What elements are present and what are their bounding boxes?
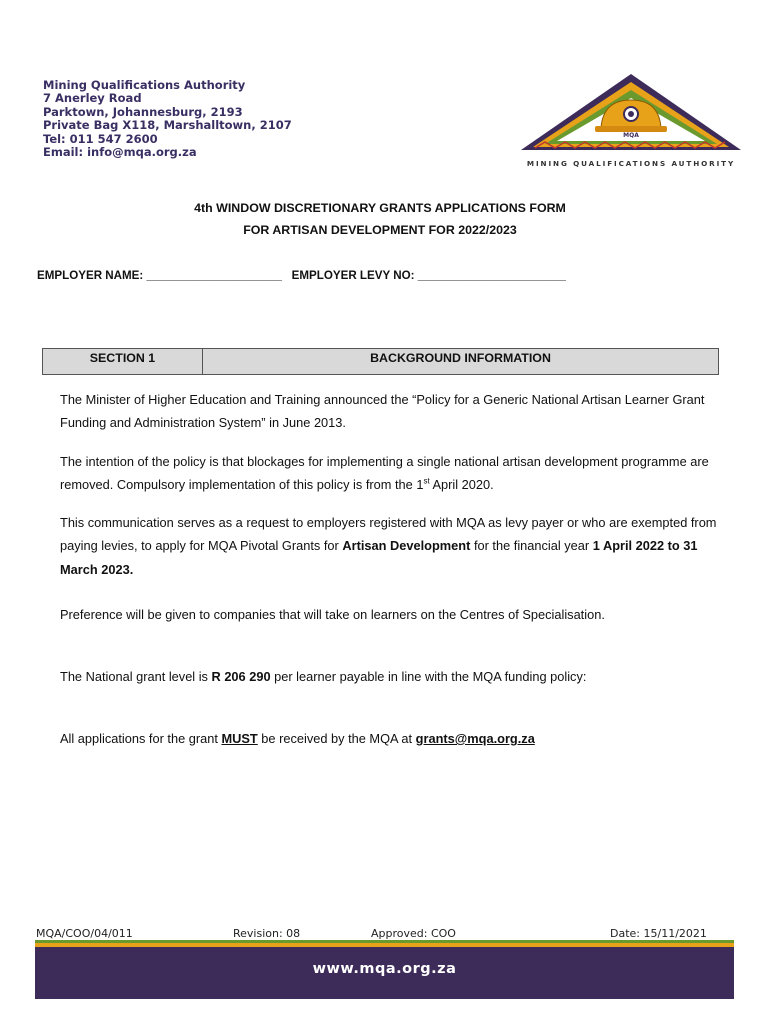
revision-number: Revision: 08 xyxy=(233,927,301,940)
doc-reference: MQA/COO/04/011 xyxy=(36,927,133,940)
grants-email-link[interactable]: grants@mqa.org.za xyxy=(415,731,535,746)
paragraph-text: per learner payable in line with the MQA funding policy: xyxy=(270,669,587,684)
employer-levy-field[interactable]: _______________________ xyxy=(417,269,566,282)
paragraph-grant-level xyxy=(60,665,728,688)
employer-name-label: EMPLOYER NAME: xyxy=(37,269,144,282)
form-title-line1: 4th WINDOW DISCRETIONARY GRANTS APPLICATIONS FORM xyxy=(194,201,566,215)
address-line-city: Parktown, Johannesburg, 2193 xyxy=(43,104,243,119)
paragraph-policy-intention xyxy=(60,450,728,497)
mqa-logo-emblem-icon xyxy=(515,70,747,158)
employer-levy-label: EMPLOYER LEVY NO: xyxy=(291,269,415,282)
grant-amount: R 206 290 xyxy=(211,669,271,684)
paragraph-text: be received by the MQA at xyxy=(257,731,416,746)
address-line-postal: Private Bag X118, Marshalltown, 2107 xyxy=(43,118,292,133)
section-heading: BACKGROUND INFORMATION xyxy=(370,351,551,365)
paragraph-text: April 2020. xyxy=(429,477,494,493)
section-number: SECTION 1 xyxy=(43,349,203,374)
paragraph-preference: Preference will be given to companies that will take on learners on the Centres of Specialisation. xyxy=(60,607,605,622)
website-link[interactable]: www.mqa.org.za xyxy=(312,961,457,977)
ordinal-suffix: st xyxy=(423,477,430,487)
address-line-tel: Tel: 011 547 2600 xyxy=(43,131,158,146)
address-line-email: Email: info@mqa.org.za xyxy=(43,145,197,160)
paragraph-request xyxy=(60,511,728,581)
emphasis-financial-year: 1 April 2022 to 31 March 2023. xyxy=(60,538,698,577)
logo-badge-text: MQA xyxy=(623,132,639,139)
paragraph-text: This communication serves as a request to employers registered with MQA as levy payer or who are exempted from paying levies, to apply for MQA Pivotal Grants for xyxy=(60,515,717,554)
employer-name-field[interactable]: _____________________ xyxy=(146,269,282,282)
paragraph-text: The intention of the policy is that blockages for implementing a single national artisan development programme are removed. Compulsory implementation of this policy is from the 1 xyxy=(60,454,709,493)
organisation-address xyxy=(43,79,292,159)
paragraph-submission xyxy=(60,727,728,750)
section-header xyxy=(42,348,719,375)
address-line-org: Mining Qualifications Authority xyxy=(43,78,246,92)
emphasis-must: MUST xyxy=(221,731,258,746)
footer-band xyxy=(35,947,734,999)
paragraph-text: All applications for the grant xyxy=(60,731,222,746)
paragraph-text: for the financial year xyxy=(470,538,593,554)
emphasis-artisan-development: Artisan Development xyxy=(342,538,471,554)
form-title-line2: FOR ARTISAN DEVELOPMENT FOR 2022/2023 xyxy=(243,223,517,237)
paragraph-policy-announcement: The Minister of Higher Education and Training announced the “Policy for a Generic National Artisan Learner Grant Funding and Administration System” in June 2013. xyxy=(60,392,705,431)
document-date: Date: 15/11/2021 xyxy=(610,927,707,940)
mqa-logo xyxy=(515,70,747,175)
paragraph-text: The National grant level is xyxy=(60,669,212,684)
logo-caption: MINING QUALIFICATIONS AUTHORITY xyxy=(526,159,736,168)
employer-fields xyxy=(37,269,566,282)
approved-by: Approved: COO xyxy=(371,927,456,940)
address-line-street: 7 Anerley Road xyxy=(43,91,142,106)
